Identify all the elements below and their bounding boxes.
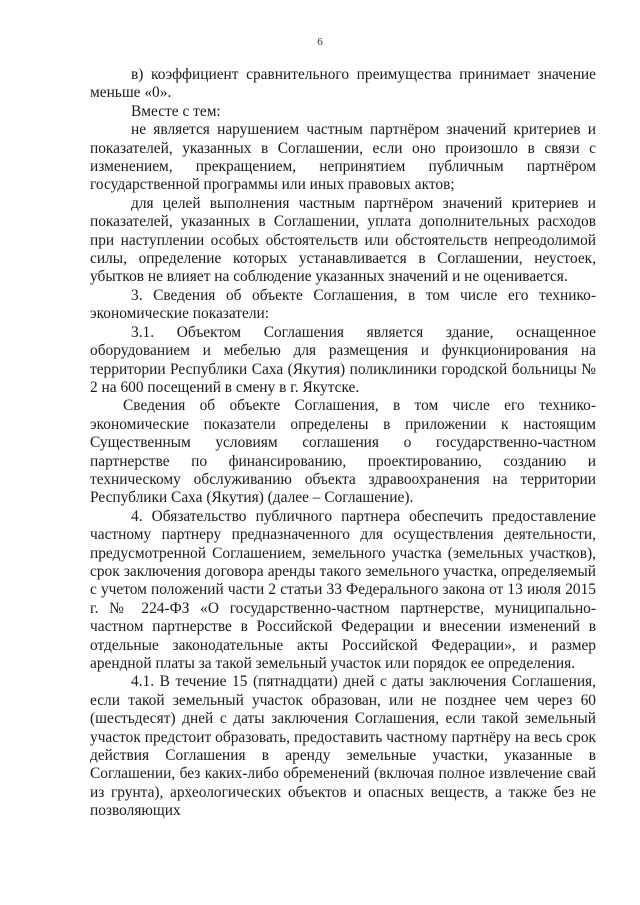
paragraph-not-violation: не является нарушением частным партнёром значений критериев и показателей, указанных в Соглашении, если оно произошло в связи с изменением, прекращением, непринятием публичным партнёром государственной программы или иных правовых актов; xyxy=(90,121,596,194)
paragraph-however: Вместе с тем: xyxy=(131,102,221,120)
document-body xyxy=(90,66,596,821)
paragraph-coefficient: в) коэффициент сравнительного преимущества принимает значение меньше «0». xyxy=(90,66,596,102)
paragraph-section-3: 3. Сведения об объекте Соглашения, в том числе его технико-экономические показатели: xyxy=(90,286,596,323)
paragraph-section-3-1: 3.1. Объектом Соглашения является здание, оснащенное оборудованием и мебелью для размещения и функционирования на территории Республики Саха (Якутия) поликлиники городской больницы № 2 на 600 посещений в смену в г. Якутске. xyxy=(90,323,596,396)
paragraph-section-4-1: 4.1. В течение 15 (пятнадцати) дней с даты заключения Соглашения, если такой земельный участок образован, или не позднее чем через 60 (шестьдесят) дней с даты заключения Соглашения, если такой земельный участок предстоит образовать, предоставить частному партнёру на весь срок действия Соглашения в аренду земельные участки, указанные в Соглашении, без каких-либо обременений (включая полное извлечение свай из грунта), археологических объектов и опасных веществ, а также без не позволяющих xyxy=(90,673,596,820)
paragraph-object-details: Сведения об объекте Соглашения, в том числе его технико-экономические показатели определены в приложении к настоящим Существенным условиям соглашения о государственно-частном партнерстве по финансированию, проектированию, созданию и техническому обслуживанию объекта здравоохранения на территории Республики Саха (Якутия) (далее – Соглашение). xyxy=(90,397,596,507)
paragraph-additional-expenses: для целей выполнения частным партнёром значений критериев и показателей, указанных в Соглашении, уплата дополнительных расходов при наступлении особых обстоятельств или обстоятельств непреодолимой силы, определение которых устанавливается в Соглашении, неустоек, убытков не влияет на соблюдение указанных значений и не оценивается. xyxy=(90,194,596,286)
page-number: 6 xyxy=(317,36,323,48)
paragraph-section-4: 4. Обязательство публичного партнера обеспечить предоставление частному партнеру предназначенного для осуществления деятельности, предусмотренной Соглашением, земельного участка (земельных участков), срок заключения договора аренды такого земельного участка, определяемый с учетом положений части 2 статьи 33 Федерального закона от 13 июля 2015 г. № 224-ФЗ «О государственно-частном партнерстве, муниципально-частном партнерстве в Российской Федерации и внесении изменений в отдельные законодательные акты Российской Федерации», и размер арендной платы за такой земельный участок или порядок ее определения. xyxy=(90,507,596,672)
